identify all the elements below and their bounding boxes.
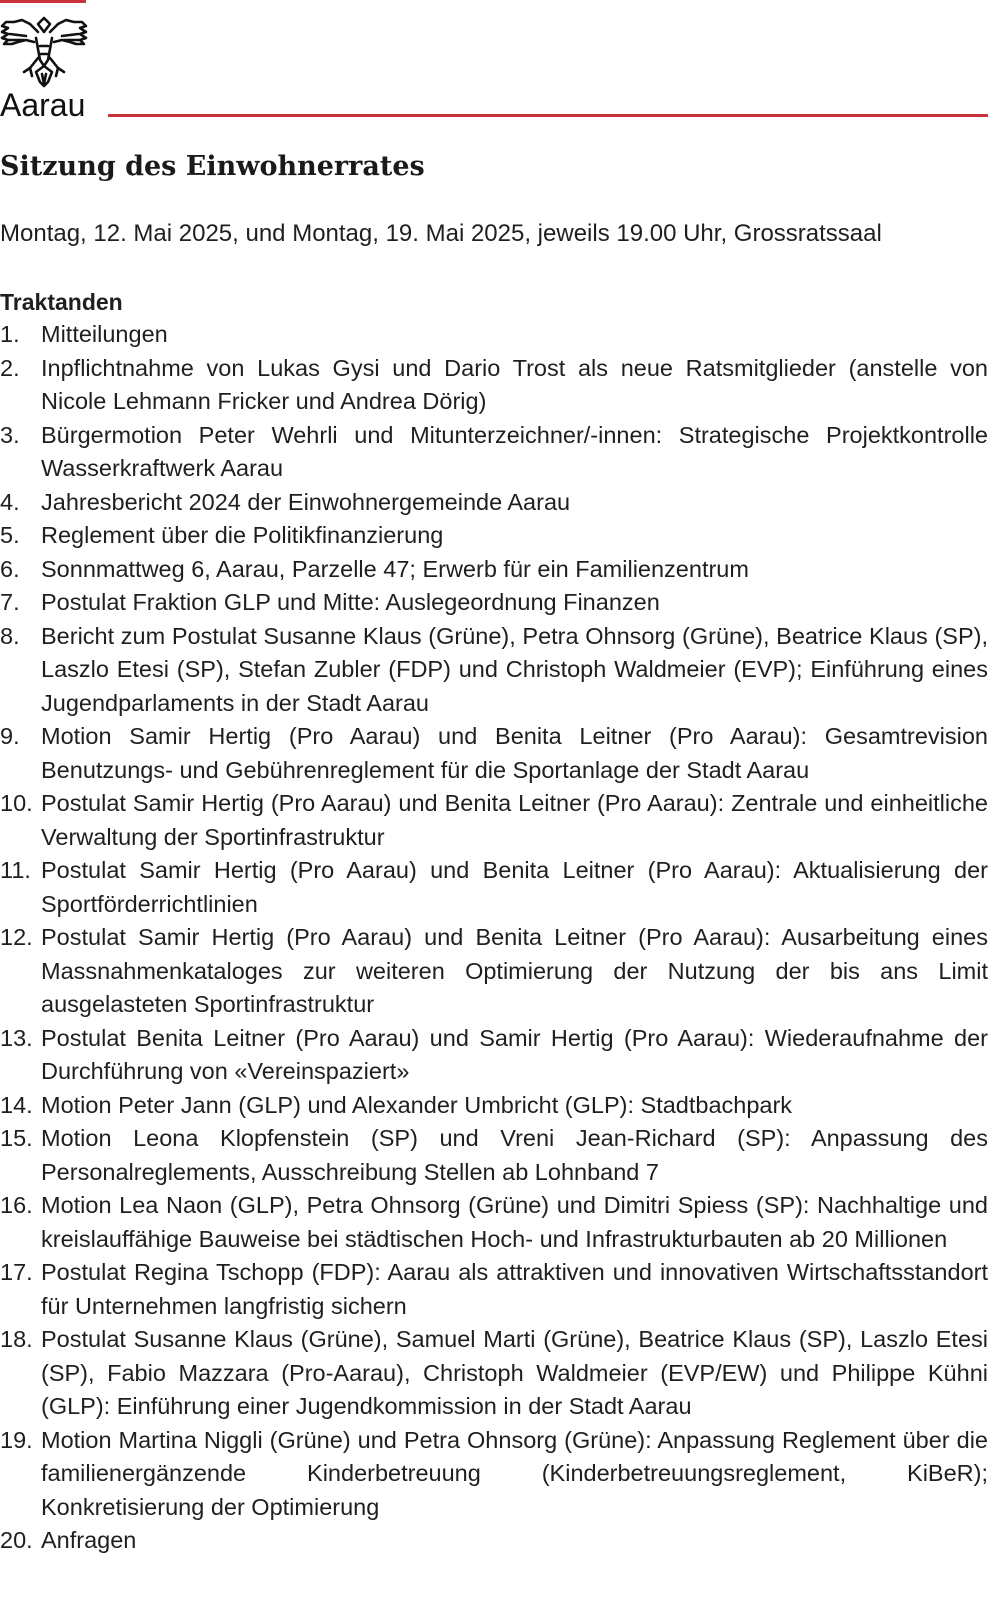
agenda-item-number: 14.	[0, 1091, 33, 1118]
agenda-item-number: 8.	[0, 622, 20, 649]
top-accent-rule	[0, 0, 86, 3]
agenda-item-number: 15.	[0, 1125, 33, 1151]
agenda-item-number: 6.	[0, 555, 20, 582]
agenda-item-text: Sonnmattweg 6, Aarau, Parzelle 47; Erwerb für ein Familienzentrum	[41, 555, 749, 582]
agenda-item	[0, 352, 988, 419]
agenda-item-number: 13.	[0, 1024, 33, 1051]
agenda-item-text: Mitteilungen	[41, 321, 168, 347]
agenda-item	[0, 586, 988, 620]
agenda-item-number: 4.	[0, 488, 20, 515]
agenda-item	[0, 1089, 988, 1123]
agenda-item	[0, 1323, 988, 1424]
meeting-date-line: Montag, 12. Mai 2025, und Montag, 19. Mai 2025, jeweils 19.00 Uhr, Grossratssaal	[0, 220, 882, 247]
agenda-item-text: Postulat Susanne Klaus (Grüne), Samuel Marti (Grüne), Beatrice Klaus (SP), Laszlo Etesi (SP), Fabio Mazzara (Pro-Aarau), Christoph Waldmeier (EVP/EW) und Philippe Kühni (GLP): Einführung einer Jugendkommission in der Stadt Aarau	[41, 1326, 988, 1419]
agenda-item-text: Jahresbericht 2024 der Einwohnergemeinde Aarau	[41, 488, 571, 515]
agenda-item-text: Reglement über die Politikfinanzierung	[41, 522, 444, 548]
agenda-item-text: Motion Peter Jann (GLP) und Alexander Umbricht (GLP): Stadtbachpark	[41, 1091, 793, 1118]
agenda-item-number: 1.	[0, 321, 20, 347]
agenda-item	[0, 1424, 988, 1525]
agenda-item	[0, 787, 988, 854]
agenda-item-number: 5.	[0, 522, 20, 548]
agenda-item-number: 16.	[0, 1192, 33, 1218]
agenda-item	[0, 720, 988, 787]
agenda-item-text: Postulat Samir Hertig (Pro Aarau) und Benita Leitner (Pro Aarau): Zentrale und einheitliche Verwaltung der Sportinfrastruktur	[41, 790, 988, 850]
agenda-item	[0, 620, 988, 721]
agenda-item-text: Motion Samir Hertig (Pro Aarau) und Benita Leitner (Pro Aarau): Gesamtrevision Benutzungs- und Gebührenreglement für die Sportanlage der Stadt Aarau	[41, 723, 988, 783]
agenda-item	[0, 1256, 988, 1323]
agenda-item-text: Postulat Samir Hertig (Pro Aarau) und Benita Leitner (Pro Aarau): Ausarbeitung eines Massnahmenkataloges zur weiteren Optimierung der Nutzung der bis ans Limit ausgelasteten Sportinfrastruktur	[41, 924, 988, 1017]
agenda-item	[0, 921, 988, 1022]
agenda-item-number: 9.	[0, 723, 20, 749]
page-header	[0, 0, 988, 123]
agenda-item-text: Motion Leona Klopfenstein (SP) und Vreni Jean-Richard (SP): Anpassung des Personalreglements, Ausschreibung Stellen ab Lohnband 7	[41, 1125, 988, 1185]
agenda-item-text: Postulat Fraktion GLP und Mitte: Auslegeordnung Finanzen	[41, 589, 660, 615]
agenda-item	[0, 553, 988, 587]
agenda-item	[0, 1122, 988, 1189]
agenda-item-text: Postulat Benita Leitner (Pro Aarau) und Samir Hertig (Pro Aarau): Wiederaufnahme der Durchführung von «Vereinspaziert»	[41, 1024, 988, 1084]
agenda-item-number: 19.	[0, 1426, 33, 1453]
agenda-item-text: Postulat Regina Tschopp (FDP): Aarau als attraktiven und innovativen Wirtschaftsstandort für Unternehmen langfristig sichern	[41, 1259, 988, 1319]
agenda-item-text: Motion Lea Naon (GLP), Petra Ohnsorg (Grüne) und Dimitri Spiess (SP): Nachhaltige und kreislauffähige Bauweise bei städtischen Hoch- und Infrastrukturbauten ab 20 Millionen	[41, 1192, 988, 1252]
brand-name: Aarau	[0, 87, 86, 123]
agenda-item-text: Bericht zum Postulat Susanne Klaus (Grüne), Petra Ohnsorg (Grüne), Beatrice Klaus (SP), Laszlo Etesi (SP), Stefan Zubler (FDP) und Christoph Waldmeier (EVP); Einführung eines Jugendparlaments in der Stadt Aarau	[41, 622, 988, 716]
agenda-item-number: 17.	[0, 1259, 33, 1285]
agenda-list	[0, 318, 988, 1558]
agenda-item	[0, 318, 988, 352]
agenda-item-number: 20.	[0, 1527, 33, 1553]
eagle-coat-of-arms-icon	[0, 14, 88, 90]
agenda-item-number: 12.	[0, 924, 33, 950]
page-title: Sitzung des Einwohnerrates	[0, 151, 425, 182]
agenda-item-text: Anfragen	[41, 1527, 137, 1553]
agenda-item	[0, 1189, 988, 1256]
agenda-item-text: Motion Martina Niggli (Grüne) und Petra Ohnsorg (Grüne): Anpassung Reglement über die familienergänzende Kinderbetreuung (Kinderbetreuungsreglement, KiBeR); Konkretisierung der Optimierung	[41, 1426, 988, 1520]
agenda-item	[0, 419, 988, 486]
agenda-item-number: 7.	[0, 589, 20, 615]
agenda-item	[0, 519, 988, 553]
section-heading: Traktanden	[0, 289, 123, 315]
agenda-item-number: 18.	[0, 1326, 33, 1352]
agenda-item-number: 3.	[0, 421, 20, 448]
agenda-item	[0, 1022, 988, 1089]
agenda-item-number: 2.	[0, 354, 20, 381]
agenda-item	[0, 486, 988, 520]
agenda-item-text: Bürgermotion Peter Wehrli und Mitunterzeichner/-innen: Strategische Projektkontrolle Wasserkraftwerk Aarau	[41, 421, 988, 481]
agenda-item-number: 11.	[0, 857, 31, 883]
agenda-item	[0, 854, 988, 921]
agenda-item-number: 10.	[0, 790, 33, 816]
header-accent-rule	[108, 114, 988, 117]
agenda-item-text: Postulat Samir Hertig (Pro Aarau) und Benita Leitner (Pro Aarau): Aktualisierung der Sportförderrichtlinien	[41, 857, 988, 917]
agenda-item-text: Inpflichtnahme von Lukas Gysi und Dario Trost als neue Ratsmitglieder (anstelle von Nicole Lehmann Fricker und Andrea Dörig)	[41, 354, 988, 414]
agenda-item	[0, 1524, 988, 1558]
